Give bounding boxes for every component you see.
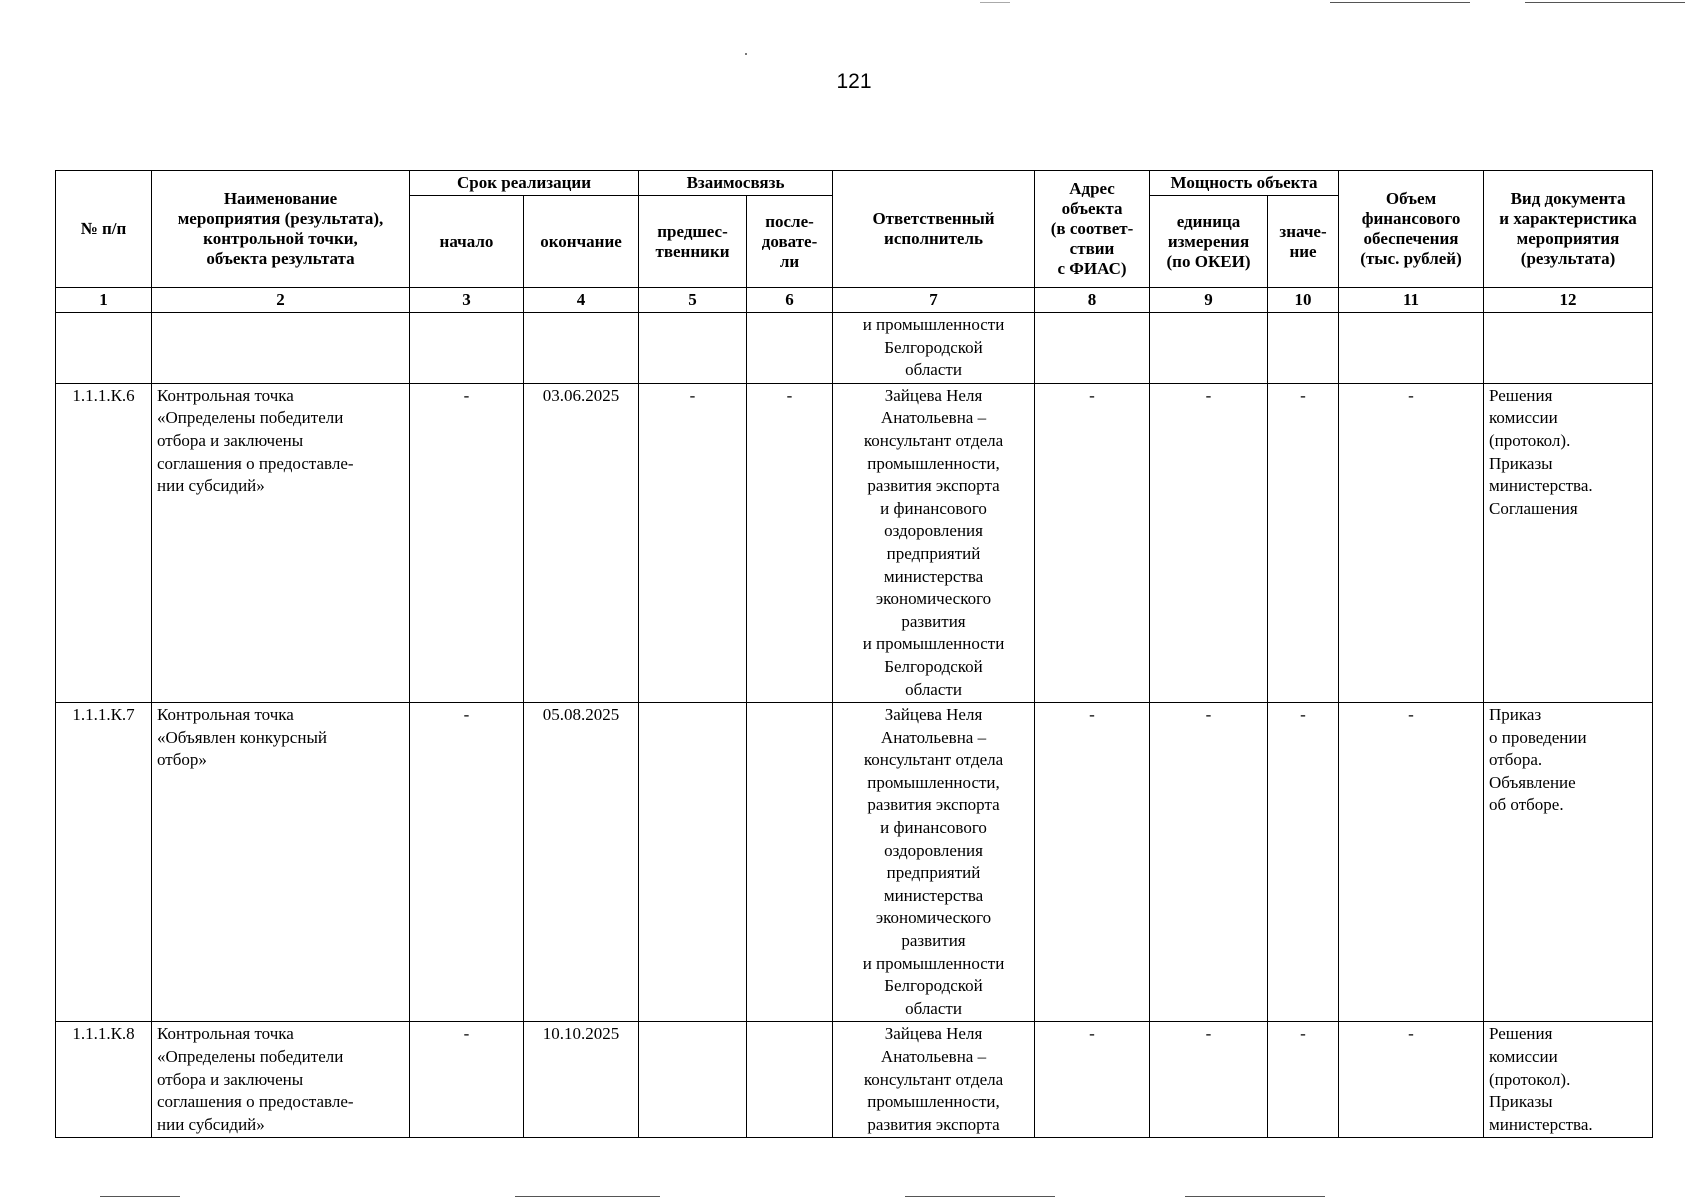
cell-start xyxy=(410,313,524,384)
cell-num: 1.1.1.К.7 xyxy=(56,703,152,1022)
header-num: № п/п xyxy=(56,171,152,288)
cell-value: - xyxy=(1268,1022,1339,1138)
table-row xyxy=(56,703,1653,1022)
cell-financing: - xyxy=(1339,383,1484,702)
cell-end: 10.10.2025 xyxy=(524,1022,639,1138)
column-number: 8 xyxy=(1035,288,1150,313)
cell-document: Приказ о проведении отбора. Объявление об отборе. xyxy=(1484,703,1653,1022)
header-successors: после- довате- ли xyxy=(747,196,833,288)
header-name: Наименование мероприятия (результата), контрольной точки, объекта результата xyxy=(152,171,410,288)
scan-line-top-2 xyxy=(1330,2,1470,3)
cell-predecessors xyxy=(639,1022,747,1138)
column-number: 7 xyxy=(833,288,1035,313)
cell-predecessors: - xyxy=(639,383,747,702)
header-start: начало xyxy=(410,196,524,288)
cell-document: Решения комиссии (протокол). Приказы министерства. Соглашения xyxy=(1484,383,1653,702)
cell-value xyxy=(1268,313,1339,384)
cell-document: Решения комиссии (протокол). Приказы министерства. xyxy=(1484,1022,1653,1138)
activity-plan-table xyxy=(55,170,1653,1138)
table-row xyxy=(56,383,1653,702)
cell-unit: - xyxy=(1150,703,1268,1022)
column-number: 4 xyxy=(524,288,639,313)
cell-successors xyxy=(747,703,833,1022)
scan-line-top-1 xyxy=(980,2,1010,3)
column-number: 10 xyxy=(1268,288,1339,313)
cell-responsible: Зайцева Неля Анатольевна – консультант отдела промышленности, развития экспорта и финансового оздоровления предприятий министерства экономического развития и промышленности Белгородской области xyxy=(833,703,1035,1022)
header-address: Адрес объекта (в соответ- ствии с ФИАС) xyxy=(1035,171,1150,288)
cell-value: - xyxy=(1268,703,1339,1022)
header-value: значе- ние xyxy=(1268,196,1339,288)
scan-line-bottom-2 xyxy=(515,1196,660,1197)
cell-address: - xyxy=(1035,703,1150,1022)
header-capacity: Мощность объекта xyxy=(1150,171,1339,196)
cell-address: - xyxy=(1035,383,1150,702)
cell-start: - xyxy=(410,383,524,702)
cell-end xyxy=(524,313,639,384)
cell-end: 03.06.2025 xyxy=(524,383,639,702)
header-end: окончание xyxy=(524,196,639,288)
cell-num xyxy=(56,313,152,384)
cell-predecessors xyxy=(639,313,747,384)
column-number: 6 xyxy=(747,288,833,313)
cell-name: Контрольная точка «Объявлен конкурсный отбор» xyxy=(152,703,410,1022)
header-term: Срок реализации xyxy=(410,171,639,196)
cell-end: 05.08.2025 xyxy=(524,703,639,1022)
column-number: 9 xyxy=(1150,288,1268,313)
cell-document xyxy=(1484,313,1653,384)
header-financing: Объем финансового обеспечения (тыс. рублей) xyxy=(1339,171,1484,288)
scan-dot xyxy=(745,53,747,55)
scan-line-top-3 xyxy=(1525,2,1685,3)
cell-financing: - xyxy=(1339,703,1484,1022)
column-number: 5 xyxy=(639,288,747,313)
scan-line-bottom-4 xyxy=(1185,1196,1325,1197)
scan-line-bottom-1 xyxy=(100,1196,180,1197)
header-predecessors: предшес- твенники xyxy=(639,196,747,288)
column-number: 1 xyxy=(56,288,152,313)
cell-successors: - xyxy=(747,383,833,702)
column-number: 2 xyxy=(152,288,410,313)
cell-name: Контрольная точка «Определены победители отбора и заключены соглашения о предоставле- нии субсидий» xyxy=(152,383,410,702)
cell-successors xyxy=(747,1022,833,1138)
cell-num: 1.1.1.К.8 xyxy=(56,1022,152,1138)
column-number: 3 xyxy=(410,288,524,313)
header-link: Взаимосвязь xyxy=(639,171,833,196)
scan-line-bottom-3 xyxy=(905,1196,1055,1197)
cell-predecessors xyxy=(639,703,747,1022)
cell-unit xyxy=(1150,313,1268,384)
cell-responsible: и промышленности Белгородской области xyxy=(833,313,1035,384)
header-unit: единица измерения (по ОКЕИ) xyxy=(1150,196,1268,288)
cell-responsible: Зайцева Неля Анатольевна – консультант отдела промышленности, развития экспорта xyxy=(833,1022,1035,1138)
column-number: 12 xyxy=(1484,288,1653,313)
column-number: 11 xyxy=(1339,288,1484,313)
cell-value: - xyxy=(1268,383,1339,702)
table-row xyxy=(56,1022,1653,1138)
cell-financing: - xyxy=(1339,1022,1484,1138)
cell-address xyxy=(1035,313,1150,384)
cell-name: Контрольная точка «Определены победители отбора и заключены соглашения о предоставле- нии субсидий» xyxy=(152,1022,410,1138)
cell-address: - xyxy=(1035,1022,1150,1138)
cell-start: - xyxy=(410,703,524,1022)
cell-successors xyxy=(747,313,833,384)
page-number: 121 xyxy=(836,70,872,93)
cell-unit: - xyxy=(1150,1022,1268,1138)
header-document: Вид документа и характеристика мероприятия (результата) xyxy=(1484,171,1653,288)
cell-start: - xyxy=(410,1022,524,1138)
cell-responsible: Зайцева Неля Анатольевна – консультант отдела промышленности, развития экспорта и финансового оздоровления предприятий министерства экономического развития и промышленности Белгородской области xyxy=(833,383,1035,702)
table-row xyxy=(56,313,1653,384)
cell-name xyxy=(152,313,410,384)
header-responsible: Ответственный исполнитель xyxy=(833,171,1035,288)
cell-financing xyxy=(1339,313,1484,384)
cell-num: 1.1.1.К.6 xyxy=(56,383,152,702)
cell-unit: - xyxy=(1150,383,1268,702)
